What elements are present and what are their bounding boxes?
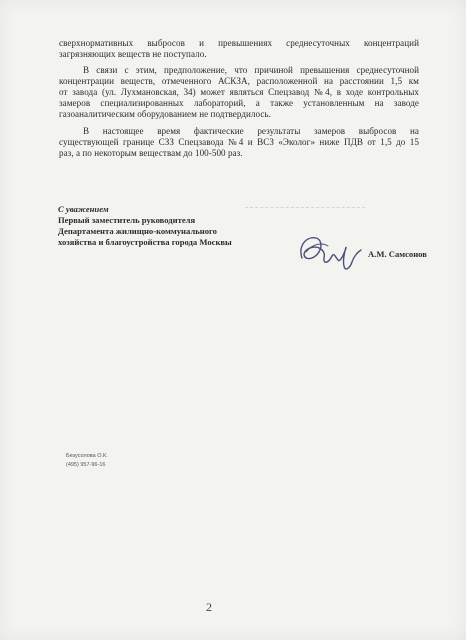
body-line: В связи с этим, предположение, что причиной превышения среднесуточной [83,65,419,75]
signer-name: А.М. Самсонов [368,249,427,259]
body-line: замеров специализированных лабораторий, а также установленным на заводе [59,98,419,108]
signer-position-line: хозяйства и благоустройства города Москвы [58,237,232,247]
body-line: сверхнормативных выбросов и превышениях среднесуточных концентраций [59,38,419,48]
executor-name: Безусолова О.К. [66,453,108,459]
body-line: существующей границе СЗЗ Спецзавода №4 и ВСЗ «Эколог» ниже ПДВ от 1,5 до 15 [59,137,419,147]
page-number: 2 [206,600,212,614]
body-line: концентрации веществ, отмеченного АСКЗА, расположенной на расстоянии 1,5 км [59,76,419,86]
signer-position-line: Департамента жилищно-коммунального [58,226,217,236]
body-line: раз, а по некоторым веществам до 100-500 раз. [59,148,243,158]
executor-phone: (495) 957-96-16 [66,462,106,468]
body-line: загрязняющих веществ не поступало. [59,49,207,59]
faint-stamp-trace [245,207,365,214]
body-line: В настоящее время фактические результаты замеров выбросов на [83,126,419,136]
handwritten-signature [292,228,364,276]
body-line: газоаналитическим оборудованием не подтвердилось. [59,109,271,119]
body-line: от завода (ул. Лухмановская, 34) может являться Спецзавод №4, в ходе контрольных [59,87,419,97]
signer-position-line: Первый заместитель руководителя [58,215,196,225]
closing-salutation: С уважением [58,204,109,214]
